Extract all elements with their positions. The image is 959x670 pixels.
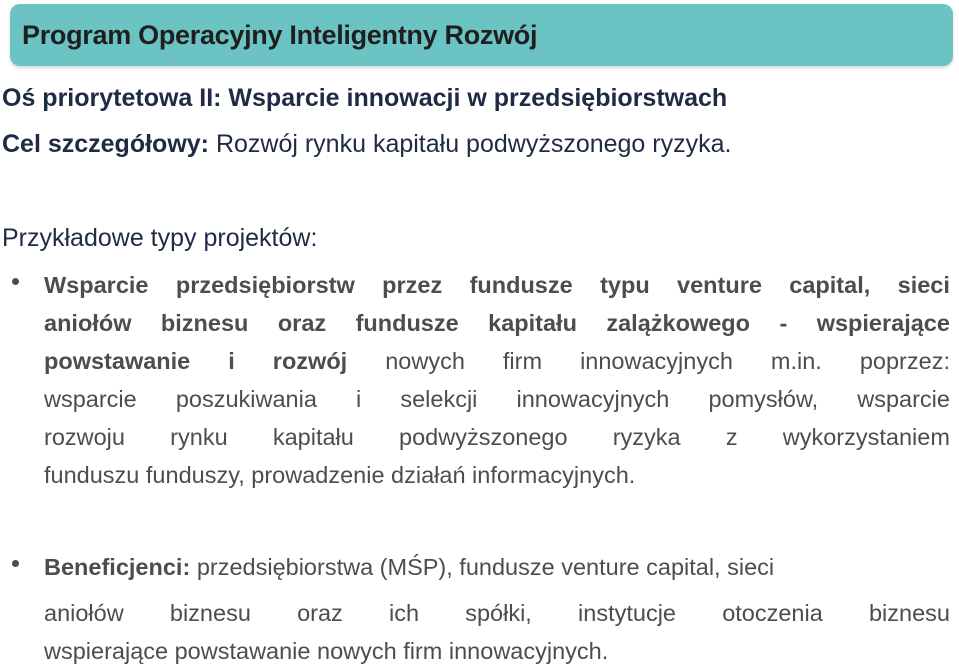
priority-axis: Oś priorytetowa II: Wsparcie innowacji w przedsiębiorstwach xyxy=(2,84,728,112)
word: ryzyka xyxy=(612,423,681,450)
word: instytucje xyxy=(578,599,676,626)
word: biznesu xyxy=(160,309,249,336)
word: wykorzystaniem xyxy=(782,423,950,450)
word: venture xyxy=(677,271,762,298)
word: poprzez: xyxy=(859,347,950,374)
bullet-2-paragraph xyxy=(44,548,950,670)
word: selekcji xyxy=(400,385,478,412)
word: przedsiębiorstw xyxy=(175,271,355,298)
word: rozwój xyxy=(272,347,348,374)
word: z xyxy=(725,423,738,450)
word: przez xyxy=(382,271,443,298)
bullet-1-line xyxy=(44,418,950,456)
word: fundusze xyxy=(355,309,459,336)
word: rynku xyxy=(170,423,228,450)
specific-goal-text: Rozwój rynku kapitału podwyższonego ryzyka. xyxy=(209,130,732,158)
slide-header xyxy=(10,4,953,66)
slide-title: Program Operacyjny Inteligentny Rozwój xyxy=(22,19,538,50)
bullet-1-line xyxy=(44,380,950,418)
word: otoczenia xyxy=(722,599,823,626)
word: powstawanie xyxy=(44,347,191,374)
bullet-2-line xyxy=(44,632,950,670)
word: wsparcie xyxy=(857,385,950,412)
word: fundusze xyxy=(469,271,573,298)
word: nowych xyxy=(385,347,465,374)
word: m.in. xyxy=(770,347,822,374)
beneficiaries-text: przedsiębiorstwa (MŚP), fundusze venture capital, sieci xyxy=(196,553,775,580)
word: Wsparcie xyxy=(44,271,149,298)
bullet-2-line xyxy=(44,548,950,586)
bullet-dot xyxy=(12,560,19,567)
specific-goal xyxy=(2,130,731,159)
bullet-1-line xyxy=(44,456,950,494)
word: wsparcie xyxy=(44,385,137,412)
word: podwyższonego xyxy=(399,423,568,450)
bullet-1-line xyxy=(44,266,950,304)
word: i xyxy=(356,385,362,412)
bullet-dot xyxy=(12,278,19,285)
bullet-1-line xyxy=(44,304,950,342)
word: aniołów xyxy=(44,599,124,626)
word: kapitału xyxy=(488,309,577,336)
word: biznesu xyxy=(169,599,251,626)
word: typu xyxy=(600,271,650,298)
beneficiaries-text-end: wspierające powstawanie nowych firm innowacyjnych. xyxy=(44,637,609,664)
word: pomysłów, xyxy=(708,385,819,412)
word: wspierające xyxy=(816,309,950,336)
word: funduszu funduszy, prowadzenie działań informacyjnych. xyxy=(44,461,636,488)
word: firm xyxy=(502,347,543,374)
word: rozwoju xyxy=(44,423,125,450)
bullet-1-line xyxy=(44,342,950,380)
word: oraz xyxy=(297,599,343,626)
word: sieci xyxy=(897,271,950,298)
word: aniołów xyxy=(44,309,132,336)
word: oraz xyxy=(277,309,327,336)
examples-heading: Przykładowe typy projektów: xyxy=(2,224,318,252)
word: innowacyjnych xyxy=(516,385,670,412)
specific-goal-label: Cel szczegółowy: xyxy=(2,130,209,158)
bullet-1-paragraph xyxy=(44,266,950,494)
beneficiaries-label: Beneficjenci: xyxy=(44,553,191,580)
word: biznesu xyxy=(868,599,950,626)
word: ich xyxy=(388,599,420,626)
word: poszukiwania xyxy=(175,385,317,412)
bullet-2-line xyxy=(44,594,950,632)
word: innowacyjnych xyxy=(580,347,733,374)
word: i xyxy=(228,347,235,374)
word: - xyxy=(779,309,788,336)
word: zalążkowego xyxy=(606,309,751,336)
word: kapitału xyxy=(272,423,354,450)
word: capital, xyxy=(789,271,871,298)
word: spółki, xyxy=(465,599,532,626)
